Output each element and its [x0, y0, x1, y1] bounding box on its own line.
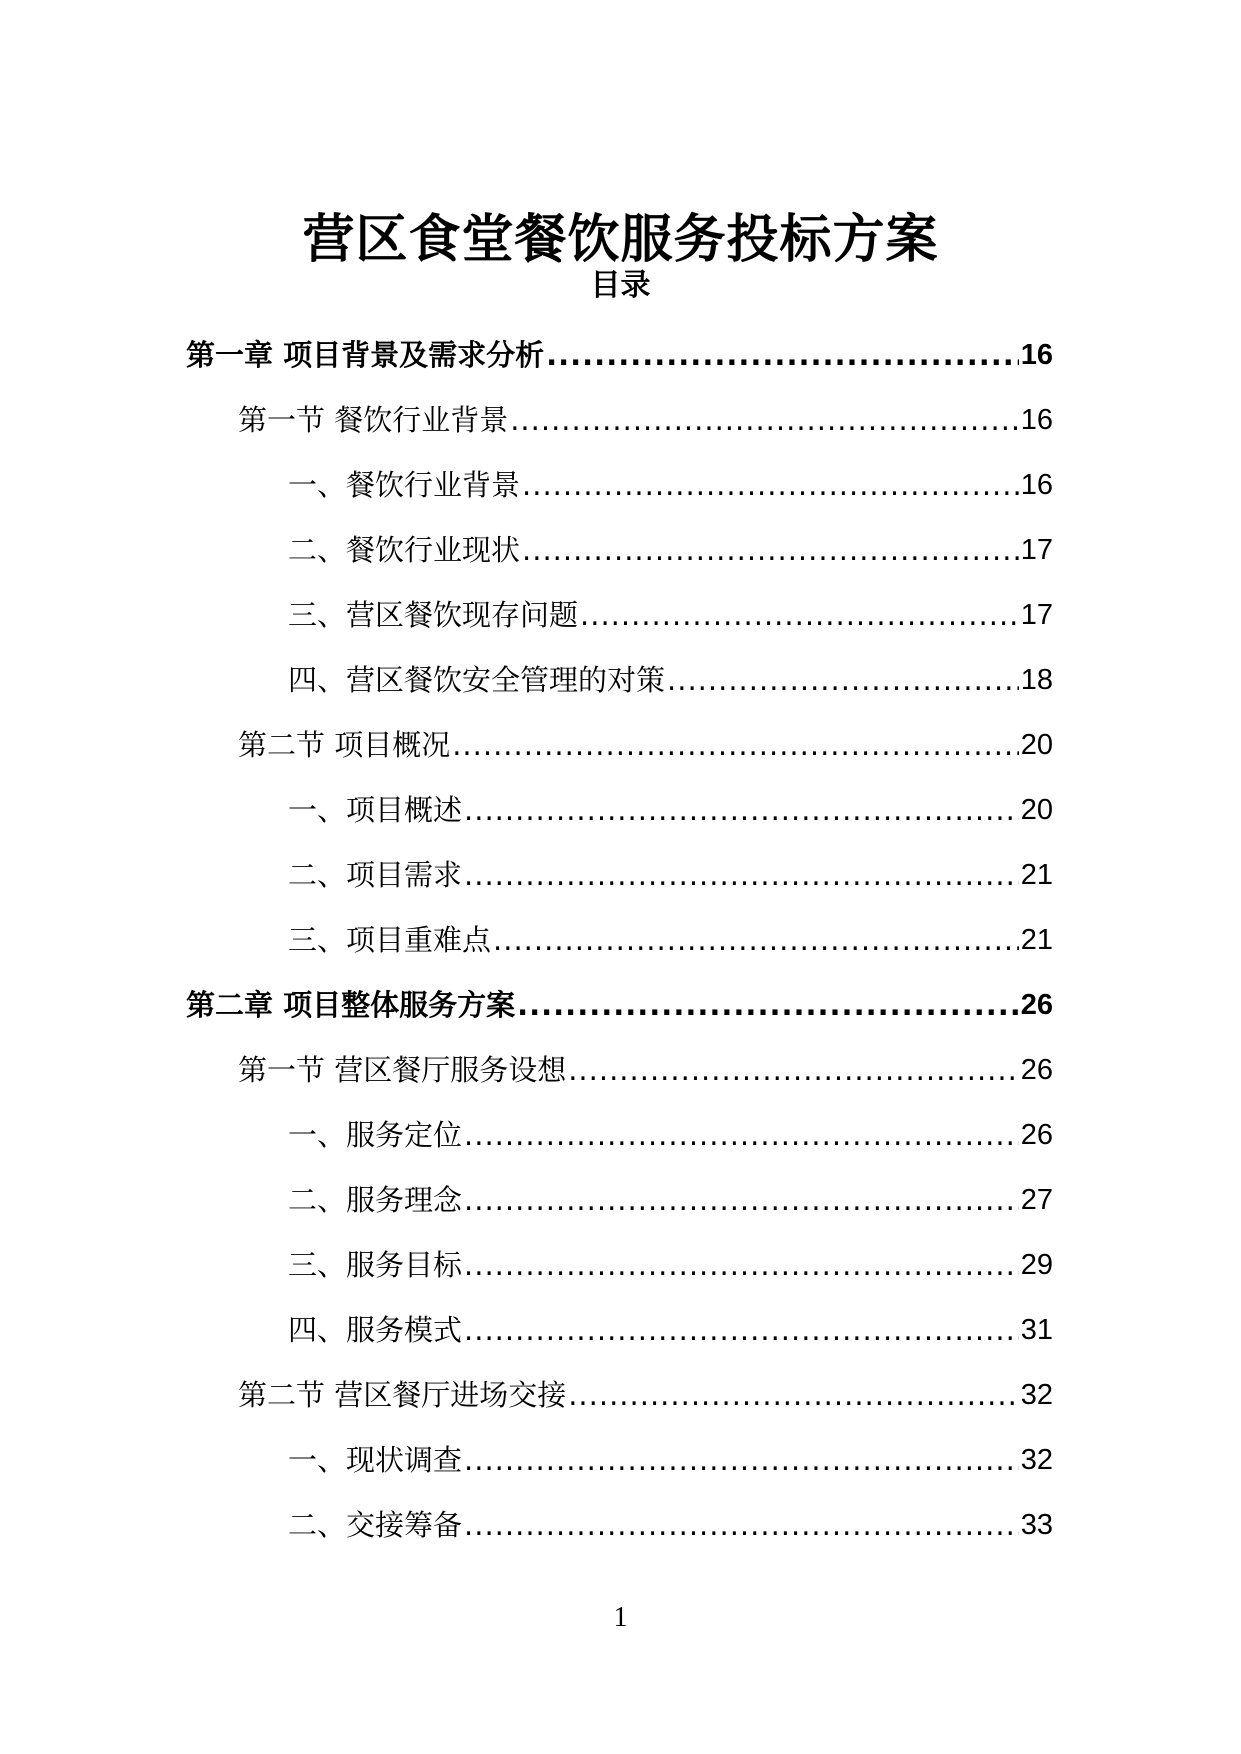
- toc-entry-subsection[interactable]: [0, 907, 1241, 972]
- toc-entry-page: 20: [1020, 793, 1053, 826]
- toc-entry-page: 16: [1020, 338, 1053, 371]
- toc-entry-text: 第二节 营区餐厅进场交接: [238, 1377, 567, 1412]
- toc-entry-subsection[interactable]: [0, 777, 1241, 842]
- toc-dot-leader: [522, 530, 1019, 570]
- toc-entry-chapter-2[interactable]: [0, 972, 1241, 1037]
- toc-entry-page: 21: [1020, 858, 1053, 891]
- toc-entry-page: 33: [1020, 1508, 1053, 1541]
- toc-entry-page: 31: [1020, 1313, 1053, 1346]
- toc-entry-page: 17: [1020, 533, 1053, 566]
- toc-dot-leader: [568, 1375, 1019, 1415]
- toc-entry-subsection[interactable]: [0, 1232, 1241, 1297]
- toc-entry-text: 三、项目重难点: [288, 922, 492, 957]
- toc-entry-page: 27: [1020, 1183, 1053, 1216]
- toc-entry-text: 三、营区餐饮现存问题: [288, 597, 579, 632]
- toc-entry-text: 四、服务模式: [288, 1312, 463, 1347]
- toc-entry-text: 二、交接筹备: [288, 1507, 463, 1542]
- toc-dot-leader: [452, 725, 1019, 765]
- document-title: 营区食堂餐饮服务投标方案: [302, 209, 939, 270]
- table-of-contents: [0, 322, 1241, 1557]
- toc-entry-section[interactable]: [0, 1037, 1241, 1102]
- toc-entry-text: 一、项目概述: [288, 792, 463, 827]
- toc-dot-leader: [522, 465, 1019, 505]
- toc-entry-section[interactable]: [0, 387, 1241, 452]
- toc-entry-page: 18: [1020, 663, 1053, 696]
- toc-entry-chapter-1[interactable]: [0, 322, 1241, 387]
- page-number: 1: [613, 1602, 628, 1633]
- toc-heading: 目录: [590, 268, 651, 303]
- toc-dot-leader: [546, 335, 1019, 375]
- toc-entry-text: 二、餐饮行业现状: [288, 532, 521, 567]
- toc-entry-text: 第二节 项目概况: [238, 727, 451, 762]
- toc-entry-page: 21: [1020, 923, 1053, 956]
- toc-dot-leader: [464, 1115, 1019, 1155]
- toc-dot-leader: [464, 1245, 1019, 1285]
- toc-entry-subsection[interactable]: [0, 1102, 1241, 1167]
- toc-entry-page: 32: [1020, 1443, 1053, 1476]
- toc-entry-text: 第二章 项目整体服务方案: [186, 987, 516, 1022]
- toc-dot-leader: [568, 1050, 1019, 1090]
- toc-dot-leader: [464, 790, 1019, 830]
- toc-entry-page: 16: [1020, 468, 1053, 501]
- toc-entry-text: 四、营区餐饮安全管理的对策: [288, 662, 666, 697]
- toc-entry-page: 26: [1020, 1118, 1053, 1151]
- toc-dot-leader: [464, 855, 1019, 895]
- toc-dot-leader: [517, 985, 1019, 1025]
- toc-entry-text: 第一节 餐饮行业背景: [238, 402, 509, 437]
- toc-entry-subsection[interactable]: [0, 1297, 1241, 1362]
- toc-entry-section[interactable]: [0, 712, 1241, 777]
- toc-entry-page: 26: [1020, 988, 1053, 1021]
- toc-entry-page: 26: [1020, 1053, 1053, 1086]
- toc-dot-leader: [464, 1505, 1019, 1545]
- toc-entry-text: 二、项目需求: [288, 857, 463, 892]
- toc-entry-text: 一、餐饮行业背景: [288, 467, 521, 502]
- toc-dot-leader: [464, 1310, 1019, 1350]
- toc-entry-section[interactable]: [0, 1362, 1241, 1427]
- toc-entry-text: 二、服务理念: [288, 1182, 463, 1217]
- toc-entry-page: 29: [1020, 1248, 1053, 1281]
- toc-entry-subsection[interactable]: [0, 1167, 1241, 1232]
- toc-entry-subsection[interactable]: [0, 1492, 1241, 1557]
- toc-entry-page: 17: [1020, 598, 1053, 631]
- toc-dot-leader: [464, 1440, 1019, 1480]
- toc-dot-leader: [580, 595, 1019, 635]
- toc-entry-text: 三、服务目标: [288, 1247, 463, 1282]
- toc-entry-page: 32: [1020, 1378, 1053, 1411]
- toc-dot-leader: [464, 1180, 1019, 1220]
- toc-entry-subsection[interactable]: [0, 842, 1241, 907]
- toc-entry-subsection[interactable]: [0, 1427, 1241, 1492]
- toc-entry-subsection[interactable]: [0, 517, 1241, 582]
- toc-entry-text: 第一节 营区餐厅服务设想: [238, 1052, 567, 1087]
- toc-entry-page: 16: [1020, 403, 1053, 436]
- toc-entry-text: 一、现状调查: [288, 1442, 463, 1477]
- toc-entry-subsection[interactable]: [0, 647, 1241, 712]
- toc-dot-leader: [667, 660, 1019, 700]
- toc-entry-text: 第一章 项目背景及需求分析: [186, 337, 545, 372]
- toc-dot-leader: [493, 920, 1019, 960]
- toc-entry-page: 20: [1020, 728, 1053, 761]
- toc-entry-subsection[interactable]: [0, 452, 1241, 517]
- toc-entry-text: 一、服务定位: [288, 1117, 463, 1152]
- toc-dot-leader: [510, 400, 1019, 440]
- toc-entry-subsection[interactable]: [0, 582, 1241, 647]
